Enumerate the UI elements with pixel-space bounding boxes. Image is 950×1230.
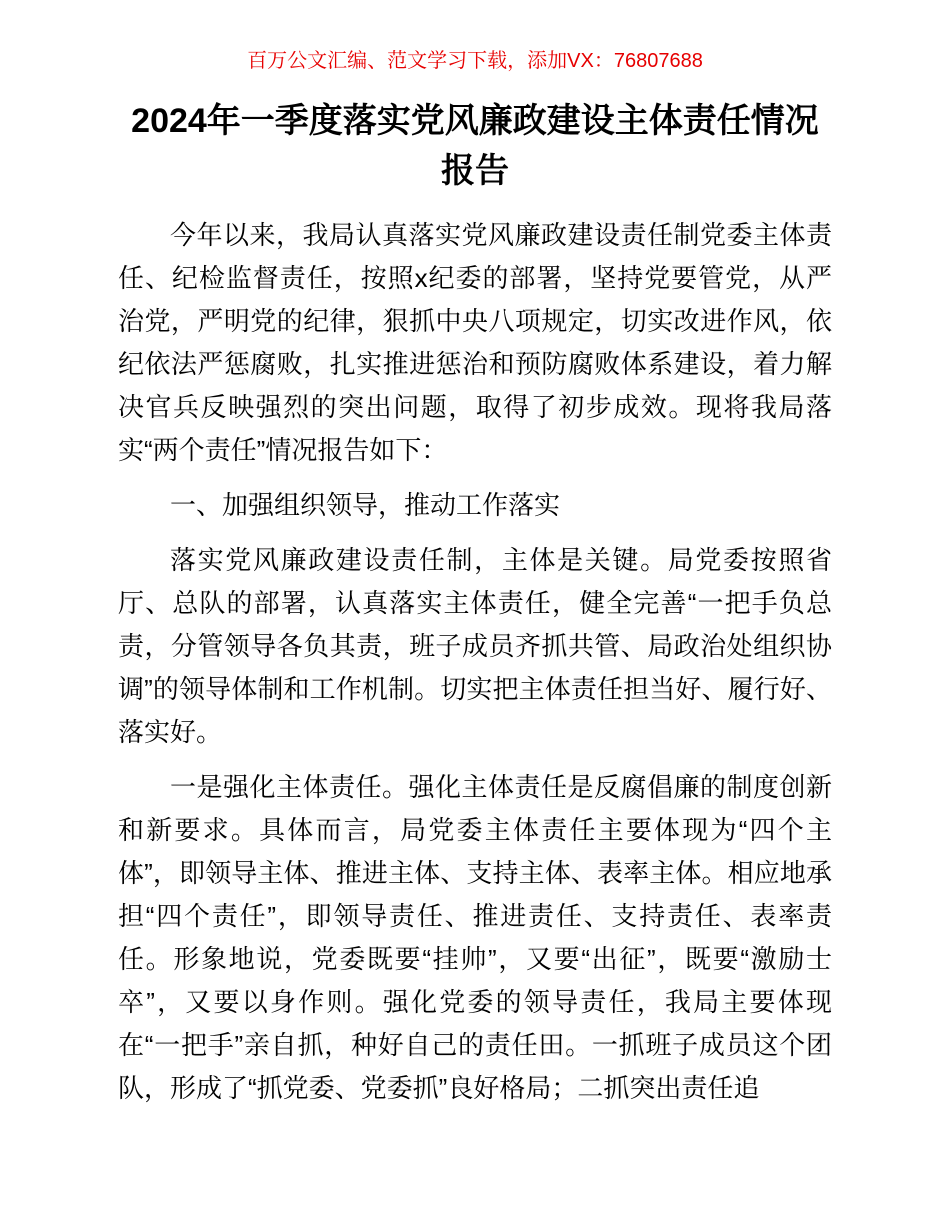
body-paragraph: 一是强化主体责任。强化主体责任是反腐倡廉的制度创新和新要求。具体而言，局党委主体责任主要体现为“四个主体”，即领导主体、推进主体、支持主体、表率主体。相应地承担“四个责任”，即领导责任、推进责任、支持责任、表率责任。形象地说，党委既要“挂帅”，又要“出征”，既要“激励士卒”，又要以身作则。强化党委的领导责任，我局主要体现在“一把手”亲自抓，种好自己的责任田。一抓班子成员这个团队，形成了“抓党委、党委抓”良好格局；二抓突出责任追 [118, 772, 832, 1103]
body-paragraph: 今年以来，我局认真落实党风廉政建设责任制党委主体责任、纪检监督责任，按照x纪委的部署，坚持党要管党，从严治党，严明党的纪律，狠抓中央八项规定，切实改进作风，依纪依法严惩腐败，扎实推进惩治和预防腐败体系建设，着力解决官兵反映强烈的突出问题，取得了初步成效。现将我局落实“两个责任”情况报告如下： [118, 220, 832, 465]
document-title: 2024年一季度落实党风廉政建设主体责任情况报告 [131, 102, 819, 190]
promo-watermark-text: 百万公文汇编、范文学习下载，添加VX：76807688 [247, 50, 703, 72]
document-body [118, 214, 832, 1110]
body-paragraph: 落实党风廉政建设责任制，主体是关键。局党委按照省厅、总队的部署，认真落实主体责任，健全完善“一把手负总责，分管领导各负其责，班子成员齐抓共管、局政治处组织协调”的领导体制和工作机制。切实把主体责任担当好、履行好、落实好。 [118, 545, 832, 747]
section-heading: 一、加强组织领导，推动工作落实 [170, 490, 561, 520]
